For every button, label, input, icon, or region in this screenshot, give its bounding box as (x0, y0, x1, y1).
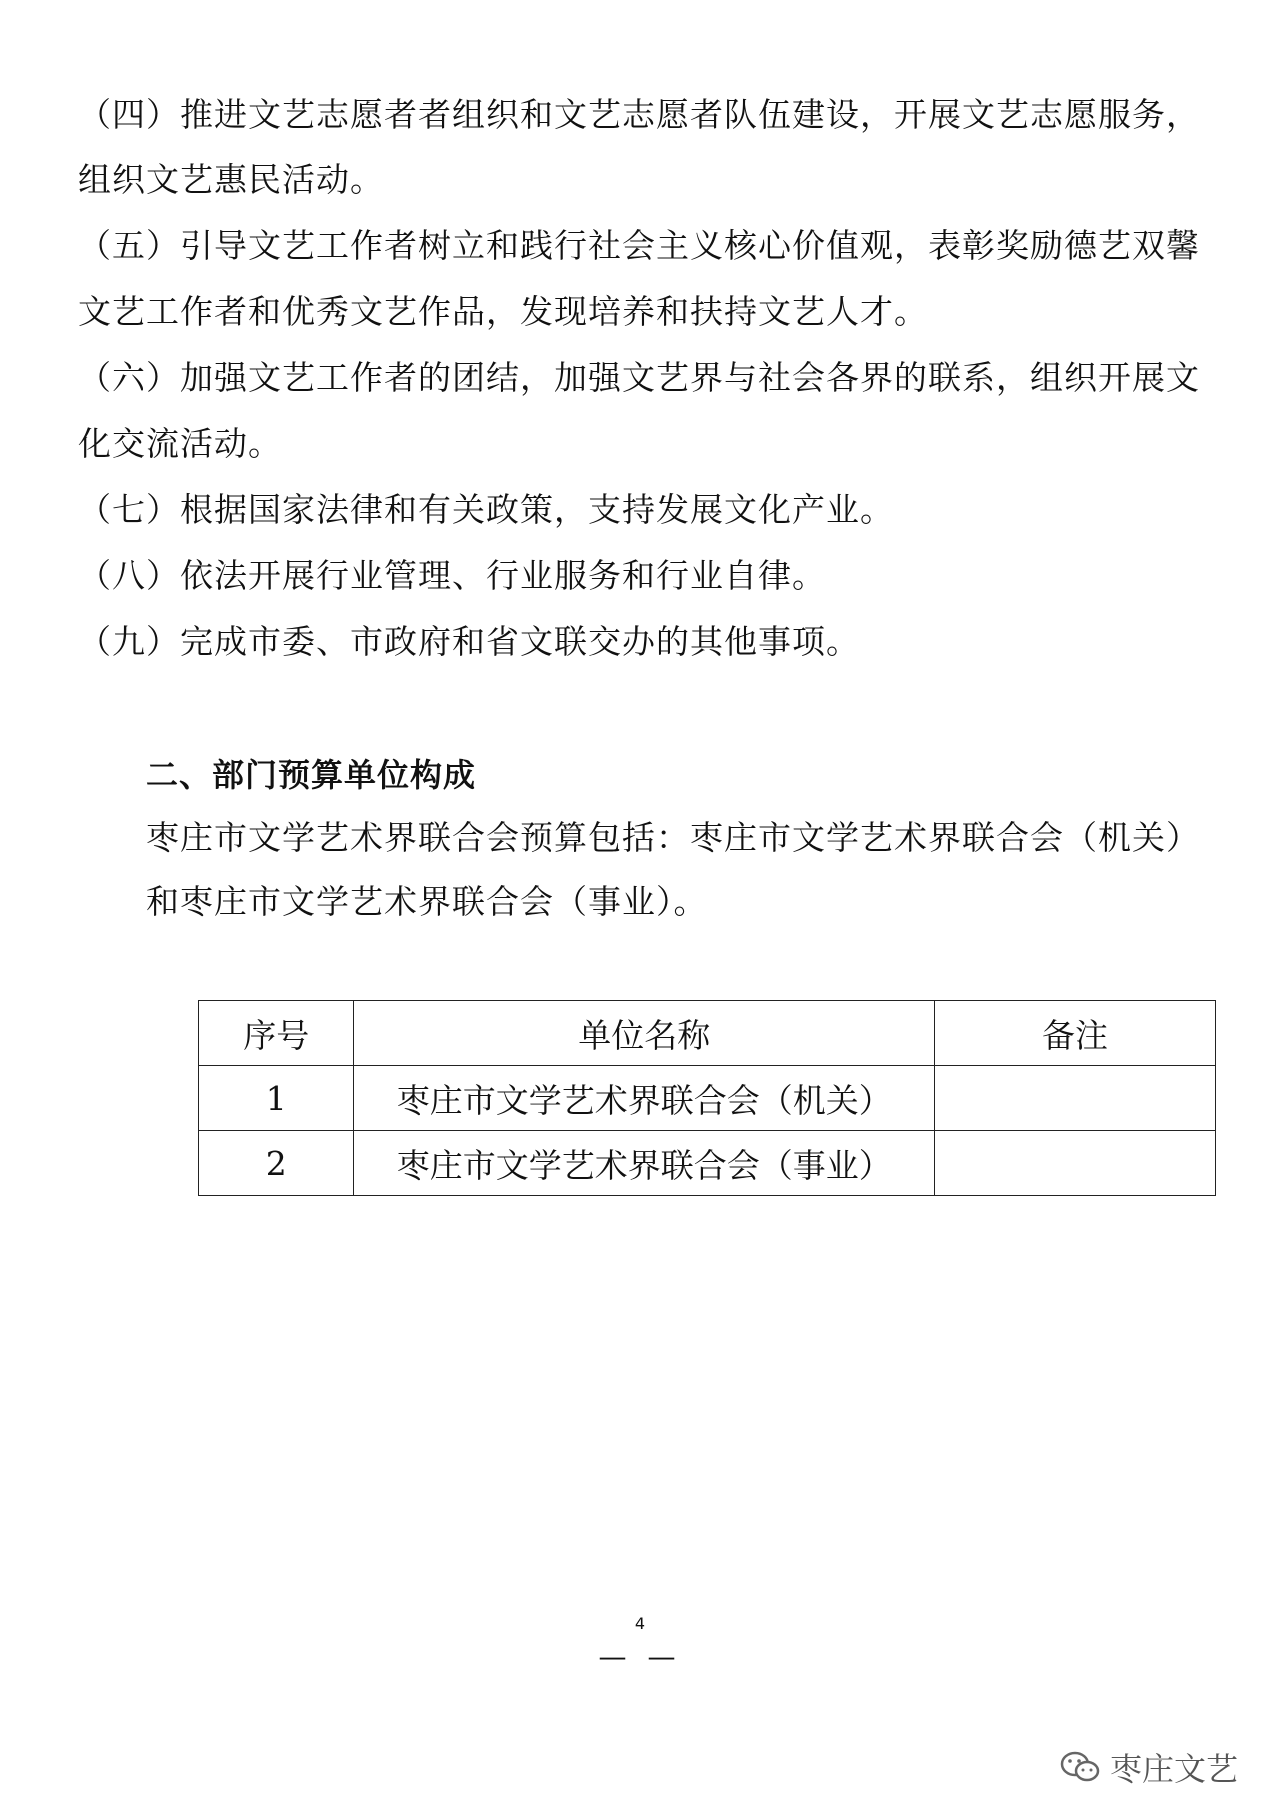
paragraph-line: （四）推进文艺志愿者者组织和文艺志愿者队伍建设，开展文艺志愿服务， (78, 95, 1200, 134)
cell-index: 2 (199, 1131, 354, 1196)
header-index: 序号 (199, 1001, 354, 1066)
section-text: 枣庄市文学艺术界联合会预算包括：枣庄市文学艺术界联合会（机关） (146, 818, 1200, 857)
paragraph-line: 化交流活动。 (78, 424, 282, 463)
cell-index: 1 (199, 1066, 354, 1131)
paragraph-line: （六）加强文艺工作者的团结，加强文艺界与社会各界的联系，组织开展文 (78, 358, 1200, 397)
paragraph-line: （九）完成市委、市政府和省文联交办的其他事项。 (78, 622, 860, 661)
paragraph-line: （五）引导文艺工作者树立和践行社会主义核心价值观，表彰奖励德艺双馨 (78, 226, 1200, 265)
paragraph-line: 文艺工作者和优秀文艺作品，发现培养和扶持文艺人才。 (78, 292, 928, 331)
table-header-row (199, 1001, 1216, 1066)
paragraph-line: （八）依法开展行业管理、行业服务和行业自律。 (78, 556, 826, 595)
cell-remarks (935, 1131, 1216, 1196)
header-unit-name: 单位名称 (354, 1001, 935, 1066)
watermark-text: 枣庄文艺 (1109, 1750, 1238, 1788)
cell-unit-name: 枣庄市文学艺术界联合会（机关） (354, 1066, 935, 1131)
table-row (199, 1066, 1216, 1131)
paragraph-line: （七）根据国家法律和有关政策，支持发展文化产业。 (78, 490, 894, 529)
cell-remarks (935, 1066, 1216, 1131)
section-text: 和枣庄市文学艺术界联合会（事业）。 (146, 882, 708, 921)
section-heading: 二、部门预算单位构成 (146, 756, 477, 794)
watermark (1060, 1744, 1238, 1790)
wechat-icon (1060, 1750, 1100, 1784)
page-number-dashes: — — (598, 1640, 682, 1673)
table-row (199, 1131, 1216, 1196)
budget-units-table (198, 1000, 1216, 1196)
cell-unit-name: 枣庄市文学艺术界联合会（事业） (354, 1131, 935, 1196)
paragraph-line: 组织文艺惠民活动。 (78, 160, 384, 199)
page-number: 4 (634, 1614, 646, 1633)
header-remarks: 备注 (935, 1001, 1216, 1066)
